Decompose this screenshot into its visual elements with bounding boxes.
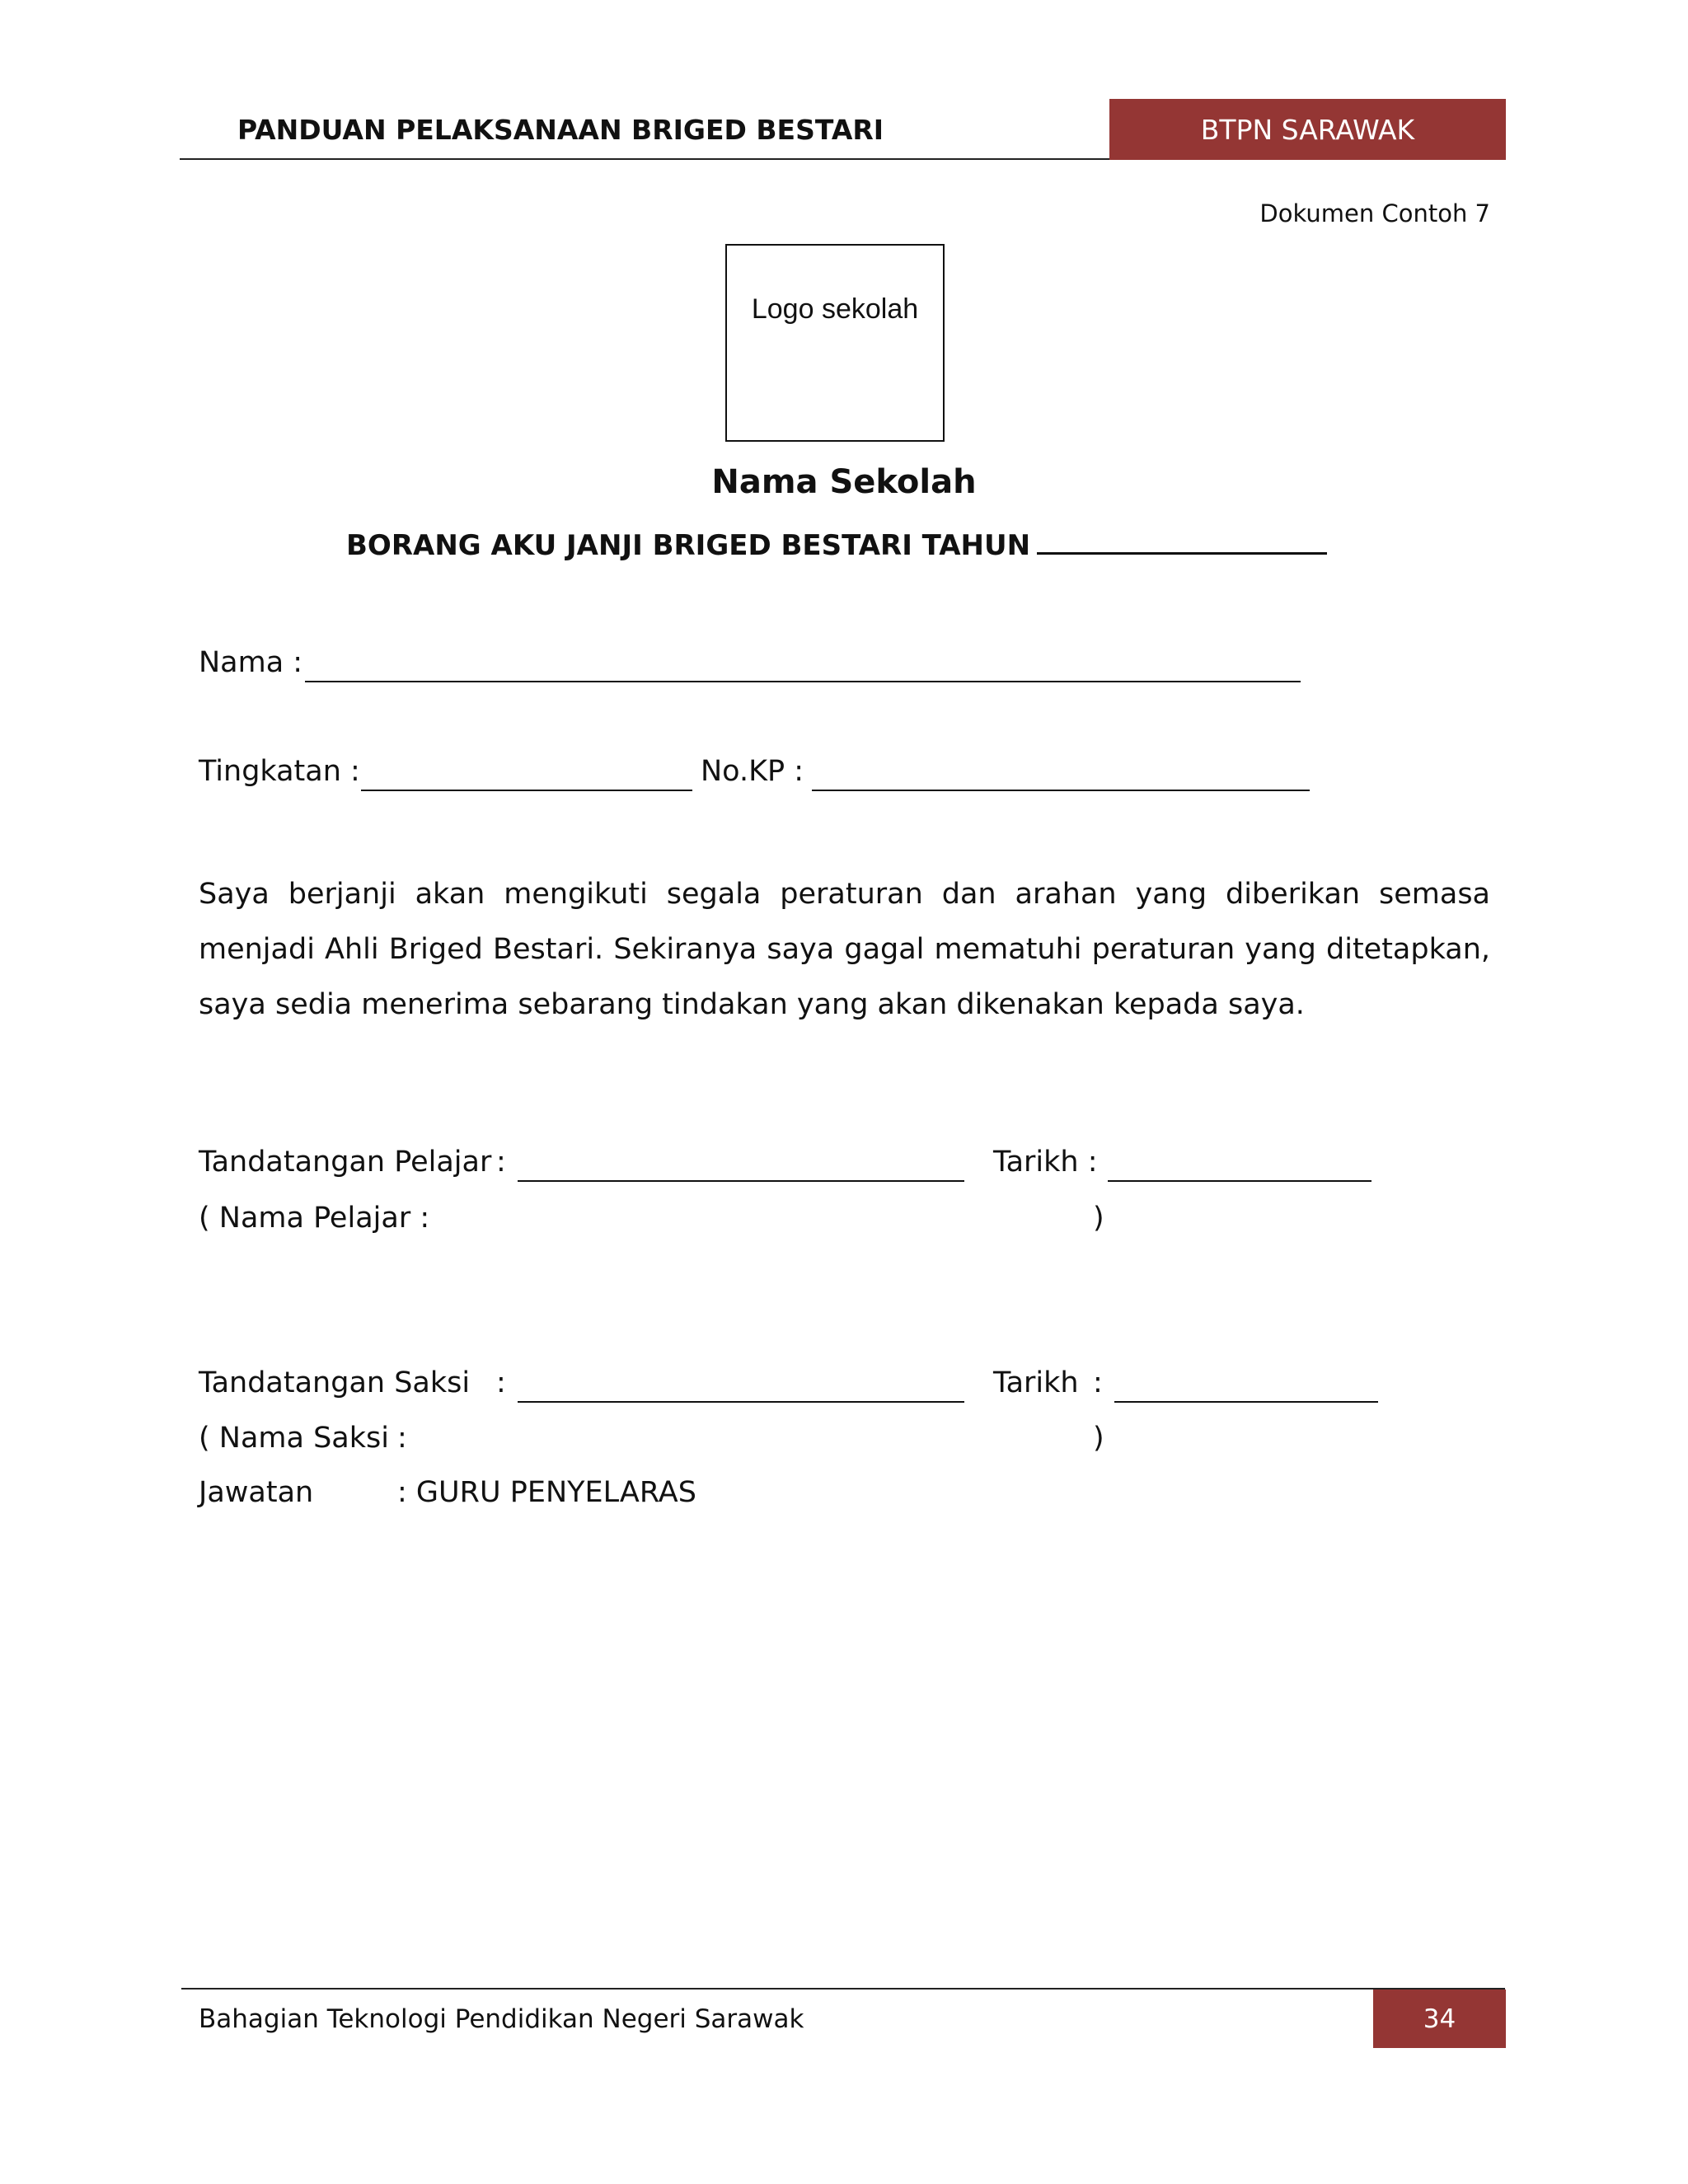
witness-date-line[interactable] bbox=[1114, 1401, 1378, 1403]
witness-name-colon: : bbox=[397, 1422, 407, 1455]
tingkatan-blank-line[interactable] bbox=[361, 790, 692, 791]
witness-date-label: Tarikh bbox=[993, 1366, 1079, 1399]
witness-date-colon: : bbox=[1093, 1366, 1103, 1399]
witness-position-label: Jawatan bbox=[199, 1476, 314, 1509]
header-rule bbox=[180, 158, 1109, 160]
witness-signature-colon: : bbox=[496, 1366, 506, 1399]
running-header-title: PANDUAN PELAKSANAAN BRIGED BESTARI bbox=[237, 114, 884, 146]
form-title bbox=[346, 524, 1327, 562]
witness-name-label: ( Nama Saksi bbox=[199, 1422, 389, 1455]
page-number: 34 bbox=[1423, 2004, 1456, 2034]
student-signature-label: Tandatangan Pelajar bbox=[199, 1146, 492, 1179]
nama-label: Nama : bbox=[199, 646, 303, 679]
school-logo-placeholder bbox=[725, 244, 945, 442]
student-date-line[interactable] bbox=[1108, 1180, 1372, 1182]
witness-signature-label: Tandatangan Saksi bbox=[199, 1366, 471, 1399]
student-signature-line[interactable] bbox=[518, 1180, 964, 1182]
school-name: Nama Sekolah bbox=[711, 463, 977, 501]
tingkatan-label: Tingkatan : bbox=[199, 755, 360, 788]
header-org-badge bbox=[1109, 99, 1506, 160]
nama-blank-line[interactable] bbox=[305, 681, 1301, 682]
form-title-text: BORANG AKU JANJI BRIGED BESTARI TAHUN bbox=[346, 529, 1031, 562]
header-org-label: BTPN SARAWAK bbox=[1200, 113, 1415, 146]
witness-position-value: : GURU PENYELARAS bbox=[397, 1476, 696, 1509]
logo-placeholder-label: Logo sekolah bbox=[751, 293, 919, 325]
no-kp-label: No.KP : bbox=[701, 755, 804, 788]
witness-signature-line[interactable] bbox=[518, 1401, 964, 1403]
document-reference: Dokumen Contoh 7 bbox=[1259, 199, 1490, 227]
year-blank-line[interactable] bbox=[1037, 524, 1327, 555]
page-number-badge bbox=[1373, 1990, 1506, 2048]
student-name-label: ( Nama Pelajar : bbox=[199, 1202, 430, 1235]
student-name-close: ) bbox=[1093, 1202, 1104, 1235]
pledge-paragraph: Saya berjanji akan mengikuti segala peraturan dan arahan yang diberikan semasa menjadi Ahli Briged Bestari. Sekiranya saya gagal mematuhi peraturan yang ditetapkan, saya sedia menerima sebarang tindakan yang akan dikenakan kepada saya. bbox=[199, 878, 1490, 1021]
footer-rule bbox=[181, 1988, 1505, 1990]
witness-name-close: ) bbox=[1093, 1422, 1104, 1455]
no-kp-blank-line[interactable] bbox=[812, 790, 1310, 791]
student-date-label: Tarikh : bbox=[993, 1146, 1098, 1179]
student-signature-colon: : bbox=[496, 1146, 506, 1179]
footer-org: Bahagian Teknologi Pendidikan Negeri Sarawak bbox=[199, 2004, 804, 2034]
